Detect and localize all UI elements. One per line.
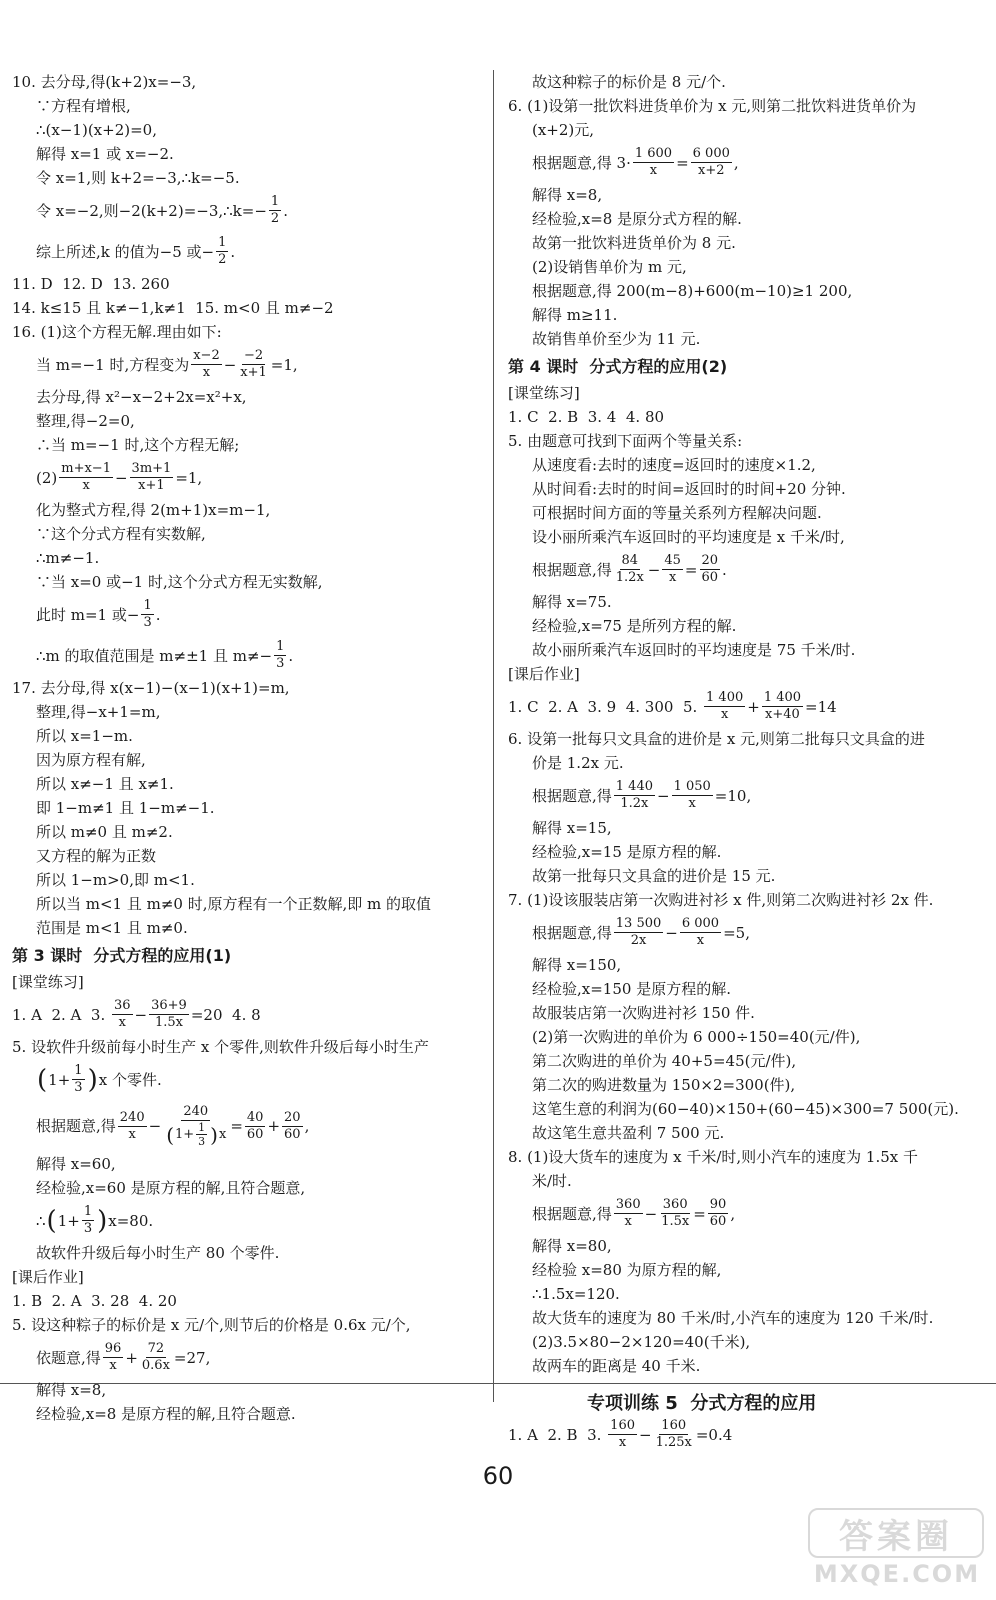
denominator: x+2 (698, 163, 725, 178)
denominator: x (128, 1126, 136, 1142)
paren-open: ( (166, 1122, 174, 1147)
paren-open: ( (46, 1205, 57, 1236)
section-title-lesson-4: 第 4 课时 分式方程的应用(2) (508, 357, 728, 376)
denominator: x+1 (138, 478, 165, 493)
operator: + (125, 1348, 138, 1367)
text-span: , (733, 153, 739, 172)
denominator: 2 (270, 211, 280, 226)
watermark-logo-text: 答案圈 (808, 1508, 984, 1558)
special-training-answers (508, 1414, 732, 1455)
text-span: (2) (36, 468, 58, 487)
denominator: x (82, 478, 90, 493)
operator: − (148, 1117, 162, 1135)
numerator: 45 (664, 553, 681, 568)
text-line: 设小丽所乘汽车返回时的平均速度是 x 千米/时, (532, 528, 845, 546)
text-span: 此时 m=1 或− (36, 605, 140, 624)
text-line: 16. (1)这个方程无解.理由如下: (12, 323, 222, 341)
text-line: 6. (1)设第一批饮料进货单价为 x 元,则第二批饮料进货单价为 (508, 97, 917, 115)
fraction (72, 1063, 84, 1096)
text-line: 10. 去分母,得(k+2)x=−3, (12, 73, 197, 91)
math-line (508, 549, 988, 590)
text-span: =1, (175, 468, 203, 487)
right-column (508, 70, 988, 1378)
fraction (654, 1418, 694, 1451)
text-span: . (283, 201, 288, 220)
fraction (614, 916, 664, 949)
denominator: x (649, 163, 658, 178)
text-span: ∴ (36, 1211, 46, 1230)
text-line: 解得 x=75. (532, 593, 612, 611)
text-line: 因为原方程有解, (36, 751, 146, 769)
operator: − (665, 923, 678, 942)
denominator: x+1 (240, 365, 267, 380)
numerator: 20 (701, 553, 719, 568)
text-line: (2)3.5×80−2×120=40(千米), (532, 1333, 751, 1351)
fraction (614, 1197, 643, 1230)
text-line: ∵方程有增根, (36, 97, 131, 115)
text-line: 解得 m≥11. (532, 306, 618, 324)
text-span: =20 4. 8 (190, 1005, 261, 1024)
text-line: 从速度看:去时的速度=返回时的速度×1.2, (532, 456, 816, 474)
numerator: 160 (661, 1418, 687, 1433)
left-column (12, 70, 480, 1426)
section-title-lesson-3: 第 3 课时 分式方程的应用(1) (12, 946, 232, 965)
text-line: 所以当 m<1 且 m≠0 时,原方程有一个正数解,即 m 的取值 (36, 895, 432, 913)
text-line: 解得 x=60, (36, 1155, 116, 1173)
text-line: ∴(x−1)(x+2)=0, (36, 121, 157, 139)
denominator: 1.2x (615, 570, 644, 585)
text-line: 从时间看:去时的时间=返回时的时间+20 分钟. (532, 480, 846, 498)
numerator: 6 000 (692, 146, 730, 161)
numerator: 1 050 (673, 779, 711, 794)
text-span: 综上所述,k 的值为−5 或− (36, 242, 215, 261)
text-line: 所以 x≠−1 且 x≠1. (36, 775, 174, 793)
watermark-logo (808, 1508, 986, 1592)
lesson3-q5 (12, 1035, 480, 1265)
numerator: 3m+1 (131, 461, 172, 476)
denominator: 60 (709, 1214, 727, 1229)
math-line (12, 231, 480, 272)
numerator: 1 (74, 1063, 83, 1078)
text-line: 即 1−m≠1 且 1−m≠−1. (36, 799, 215, 817)
text-span: ∴m 的取值范围是 m≠±1 且 m≠− (36, 646, 273, 665)
fraction (103, 1341, 124, 1374)
fraction (245, 1110, 266, 1143)
q10-solution (12, 70, 480, 272)
operator: − (134, 1005, 148, 1024)
paren-close: ) (210, 1122, 218, 1147)
text-span: x 个零件. (98, 1070, 162, 1089)
numerator: −2 (243, 348, 264, 363)
numerator: 96 (104, 1341, 122, 1356)
numerator: x−2 (193, 348, 220, 363)
denominator: x (688, 796, 696, 811)
numerator: 360 (662, 1197, 688, 1212)
text-span: =1, (270, 355, 298, 374)
text-line: 令 x=1,则 k+2=−3,∴k=−5. (36, 169, 240, 187)
operator: − (644, 1204, 658, 1223)
numerator: 1 (198, 1121, 206, 1134)
subsection-classroom: [课堂练习] (508, 384, 580, 402)
lesson4-hw-q6 (508, 727, 988, 888)
text-span: 根据题意,得 (532, 786, 612, 805)
text-line: 故第一批每只文具盒的进价是 15 元. (532, 867, 776, 885)
fraction (269, 194, 281, 227)
fraction (704, 690, 745, 723)
fraction (140, 1341, 172, 1374)
numerator: 1 (83, 1204, 93, 1219)
text-line: (2)第一次购进的单价为 6 000÷150=40(元/件), (532, 1028, 861, 1046)
numerator: 40 (246, 1109, 264, 1125)
denominator: 2 (218, 252, 227, 267)
text-span: . (722, 560, 727, 579)
text-line: 经检验,x=8 是原方程的解,且符合题意. (36, 1405, 296, 1423)
q6-solution (508, 94, 988, 351)
fraction (633, 146, 674, 179)
text-line: 解得 x=8, (532, 186, 603, 204)
text-line: 米/时. (532, 1172, 572, 1190)
text-line: 又方程的解为正数 (36, 847, 157, 865)
text-line: 价是 1.2x 元. (532, 754, 624, 772)
text-span: 1+ (175, 1126, 195, 1142)
text-line: 7. (1)设该服装店第一次购进衬衫 x 件,则第二次购进衬衫 2x 件. (508, 891, 934, 909)
column-divider (493, 70, 494, 1402)
denominator: 1.2x (620, 796, 649, 811)
text-line: 所以 x=1−m. (36, 727, 133, 745)
text-span: , (304, 1117, 310, 1135)
denominator: 60 (284, 1126, 301, 1142)
text-span: =14 (805, 697, 837, 716)
text-line: 解得 x=8, (36, 1381, 107, 1399)
denominator: x (696, 933, 705, 948)
denominator: 3 (83, 1221, 93, 1236)
denominator: x (118, 1015, 126, 1030)
numerator: 72 (147, 1341, 165, 1356)
text-line: 可根据时间方面的等量关系列方程解决问题. (532, 504, 822, 522)
text-span: 1+ (57, 1211, 80, 1230)
math-line (12, 1059, 480, 1100)
operator: − (639, 1425, 652, 1444)
watermark-url: MXQE.COM (813, 1560, 981, 1588)
text-line: 故两车的距离是 40 千米. (532, 1357, 701, 1375)
math-line (12, 1200, 480, 1241)
text-line: 整理,得−x+1=m, (36, 703, 161, 721)
numerator: 1 (276, 639, 285, 654)
text-line: ∵这个分式方程有实数解, (36, 525, 206, 543)
numerator: 6 000 (681, 916, 720, 931)
text-line: 第二次购进的单价为 40+5=45(元/件), (532, 1052, 797, 1070)
fraction (762, 690, 803, 723)
text-span: 根据题意,得 3· (532, 153, 631, 172)
text-line: 解得 x=80, (532, 1237, 612, 1255)
math-line (508, 1193, 988, 1234)
text-line: 范围是 m<1 且 m≠0. (36, 919, 188, 937)
numerator: 1 (143, 598, 152, 613)
fraction (700, 553, 721, 586)
fraction (659, 1197, 691, 1230)
text-line: 经检验,x=150 是原方程的解. (532, 980, 731, 998)
fraction (59, 461, 113, 494)
numerator: 240 (183, 1104, 209, 1119)
text-line: 故服装店第一次购进衬衫 150 件. (532, 1004, 755, 1022)
text-line: 经检验 x=80 为原方程的解, (532, 1261, 722, 1279)
fraction (163, 1104, 228, 1148)
denominator: 3 (276, 656, 285, 671)
fraction (608, 1418, 637, 1451)
text-line: (x+2)元, (532, 121, 595, 139)
text-line: 化为整式方程,得 2(m+1)x=m−1, (36, 501, 271, 519)
text-line: 经检验,x=8 是原分式方程的解. (532, 210, 742, 228)
fraction (614, 779, 655, 812)
numerator: 360 (615, 1197, 641, 1212)
text-span: 根据题意,得 (36, 1117, 116, 1135)
text-line: 经检验,x=60 是原方程的解,且符合题意, (36, 1179, 306, 1197)
text-line: 解得 x=150, (532, 956, 622, 974)
math-line (12, 635, 480, 676)
operator: + (267, 1117, 281, 1135)
text-line: (2)设销售单价为 m 元, (532, 258, 687, 276)
math-line (508, 775, 988, 816)
answers-line: 1. C 2. B 3. 4 4. 80 (508, 408, 665, 426)
text-line: 5. 由题意可找到下面两个等量关系: (508, 432, 743, 450)
text-span: 当 m=−1 时,方程变为 (36, 355, 190, 374)
text-span: 根据题意,得 (532, 560, 612, 579)
paren-open: ( (37, 1064, 48, 1095)
numerator: 90 (709, 1197, 727, 1212)
operator: + (747, 697, 760, 716)
fraction (130, 461, 174, 494)
text-line: 6. 设第一批每只文具盒的进价是 x 元,则第二批每只文具盒的进 (508, 730, 925, 748)
denominator: 60 (701, 570, 719, 585)
text-span: . (155, 605, 161, 624)
math-line (12, 344, 480, 385)
text-span: 依题意,得 (36, 1348, 101, 1367)
text-span: 1. C 2. A 3. 9 4. 300 5. (508, 697, 703, 716)
fraction (196, 1121, 207, 1148)
math-line (12, 1100, 480, 1152)
text-span: x=80. (108, 1211, 154, 1230)
denominator: x+40 (765, 707, 800, 722)
math-line (508, 142, 988, 183)
numerator: 160 (610, 1418, 635, 1433)
math-line (12, 190, 480, 231)
numerator: m+x−1 (61, 461, 111, 476)
text-line: 故第一批饮料进货单价为 8 元. (532, 234, 736, 252)
text-span: 1+ (48, 1070, 71, 1089)
text-line: 17. 去分母,得 x(x−1)−(x−1)(x+1)=m, (12, 679, 290, 697)
text-line: 经检验,x=75 是所列方程的解. (532, 617, 737, 635)
denominator: 2x (630, 933, 647, 948)
answers-line: 1. B 2. A 3. 28 4. 20 (12, 1292, 177, 1310)
numerator: 84 (621, 553, 639, 568)
denominator: 0.6x (141, 1358, 170, 1373)
text-line: 故这笔生意共盈利 7 500 元. (532, 1124, 725, 1142)
text-line: ∴1.5x=120. (532, 1285, 620, 1303)
denominator: x (109, 1358, 117, 1373)
text-line: 故软件升级后每小时生产 80 个零件. (36, 1244, 280, 1262)
denominator: 1.5x (661, 1214, 690, 1229)
lesson4-hw-q7 (508, 888, 988, 1145)
page-number: 60 (482, 1462, 514, 1490)
text-line: ∴当 m=−1 时,这个方程无解; (36, 436, 240, 454)
fraction (691, 146, 732, 179)
text-span: 1. A 2. A 3. (12, 1005, 110, 1024)
answers-14-15: 14. k≤15 且 k≠−1,k≠1 15. m<0 且 m≠−2 (12, 299, 334, 317)
subsection-homework: [课后作业] (12, 1268, 84, 1286)
numerator: 36 (113, 998, 131, 1013)
text-line: 整理,得−2=0, (36, 412, 135, 430)
numerator: 36+9 (151, 998, 187, 1013)
text-span: =5, (723, 923, 750, 942)
math-line (508, 912, 988, 953)
subsection-classroom: [课堂练习] (12, 973, 84, 991)
text-span: . (288, 646, 294, 665)
denominator: 1.25x (655, 1435, 692, 1450)
fraction (662, 553, 683, 586)
lesson4-q5 (508, 429, 988, 662)
answers-11-13: 11. D 12. D 13. 260 (12, 275, 170, 293)
fraction (112, 998, 133, 1031)
operator: = (684, 560, 698, 579)
text-line: 这笔生意的利润为(60−40)×150+(60−45)×300=7 500(元). (532, 1100, 959, 1118)
text-line: 经检验,x=15 是原方程的解. (532, 843, 722, 861)
text-line: 解得 x=1 或 x=−2. (36, 145, 174, 163)
text-span: . (230, 242, 236, 261)
denominator: x (618, 1435, 627, 1450)
operator: = (230, 1117, 243, 1135)
denominator: 3 (198, 1135, 206, 1148)
denominator: 3 (74, 1080, 83, 1095)
text-span: 根据题意,得 (532, 1204, 612, 1223)
special-training-title: 专项训练 5 分式方程的应用 (587, 1393, 817, 1414)
text-line: 所以 1−m>0,即 m<1. (36, 871, 195, 889)
numerator: 1 (218, 235, 227, 250)
denominator: x (668, 570, 677, 585)
math-line (12, 457, 480, 498)
subsection-homework: [课后作业] (508, 665, 580, 683)
fraction (191, 348, 222, 381)
fraction (680, 916, 721, 949)
numerator: 20 (284, 1109, 301, 1125)
math-line (12, 1337, 480, 1378)
operator: − (223, 355, 237, 374)
denominator: ( 1+ $\frac{1}{3}$ ) x (166, 1121, 227, 1148)
operator: − (114, 468, 128, 487)
text-span: =10, (714, 786, 752, 805)
text-line: 故销售单价至少为 11 元. (532, 330, 701, 348)
math-line (12, 594, 480, 635)
numerator: 1 400 (706, 690, 744, 705)
denominator: x (720, 707, 729, 722)
text-span: =27, (173, 1348, 211, 1367)
text-span: =0.4 (695, 1425, 733, 1444)
text-line: 所以 m≠0 且 m≠2. (36, 823, 173, 841)
text-line: 解得 x=15, (532, 819, 612, 837)
text-line: 5. 设这种粽子的标价是 x 元/个,则节后的价格是 0.6x 元/个, (12, 1316, 411, 1334)
numerator: 13 500 (615, 916, 662, 931)
fraction (672, 779, 713, 812)
fraction (614, 553, 646, 586)
denominator: x (624, 1214, 632, 1229)
text-line: 去分母,得 x²−x−2+2x=x²+x, (36, 388, 247, 406)
text-span: 根据题意,得 (532, 923, 612, 942)
q17-solution (12, 676, 480, 940)
denominator: 60 (246, 1126, 264, 1142)
text-line: 故大货车的速度为 80 千米/时,小汽车的速度为 120 千米/时. (532, 1309, 934, 1327)
math-line (508, 686, 988, 727)
text-span: 1. A 2. B 3. (508, 1425, 607, 1444)
operator: = (693, 1204, 706, 1223)
fraction (708, 1197, 729, 1230)
fraction (149, 998, 189, 1031)
text-span: , (730, 1204, 736, 1223)
fraction (274, 639, 286, 672)
denominator: x (202, 365, 211, 380)
text-line: 根据题意,得 200(m−8)+600(m−10)≥1 200, (532, 282, 853, 300)
numerator: 240 (119, 1109, 145, 1125)
denominator: 3 (143, 615, 152, 630)
text-line: ∴m≠−1. (36, 549, 100, 567)
fraction (238, 348, 269, 381)
text-line: 8. (1)设大货车的速度为 x 千米/时,则小汽车的速度为 1.5x 千 (508, 1148, 918, 1166)
fraction (118, 1110, 147, 1143)
operator: = (676, 153, 689, 172)
paren-close: ) (97, 1205, 108, 1236)
text-line: 第二次的购进数量为 150×2=300(件), (532, 1076, 796, 1094)
paren-close: ) (87, 1064, 98, 1095)
text-line: 5. 设软件升级前每小时生产 x 个零件,则软件升级后每小时生产 (12, 1038, 429, 1056)
text-line: 故这种粽子的标价是 8 元/个. (532, 73, 726, 91)
denominator: 1.5x (154, 1015, 183, 1030)
text-span: 令 x=−2,则−2(k+2)=−3,∴k=− (36, 201, 267, 220)
operator: − (657, 786, 670, 805)
fraction (82, 1204, 94, 1237)
text-line: 故小丽所乘汽车返回时的平均速度是 75 千米/时. (532, 641, 856, 659)
operator: − (647, 560, 661, 579)
numerator: 1 600 (634, 146, 673, 161)
numerator: 1 440 (615, 779, 653, 794)
numerator: 1 (270, 194, 280, 209)
numerator: 1 400 (763, 690, 802, 705)
fraction (216, 235, 228, 268)
fraction (141, 598, 153, 631)
lesson4-hw-q8 (508, 1145, 988, 1378)
lesson3-hw-q5 (12, 1313, 480, 1426)
q16-solution (12, 320, 480, 676)
math-line (12, 994, 480, 1035)
text-line: ∵当 x=0 或−1 时,这个分式方程无实数解, (36, 573, 323, 591)
fraction (282, 1110, 303, 1143)
